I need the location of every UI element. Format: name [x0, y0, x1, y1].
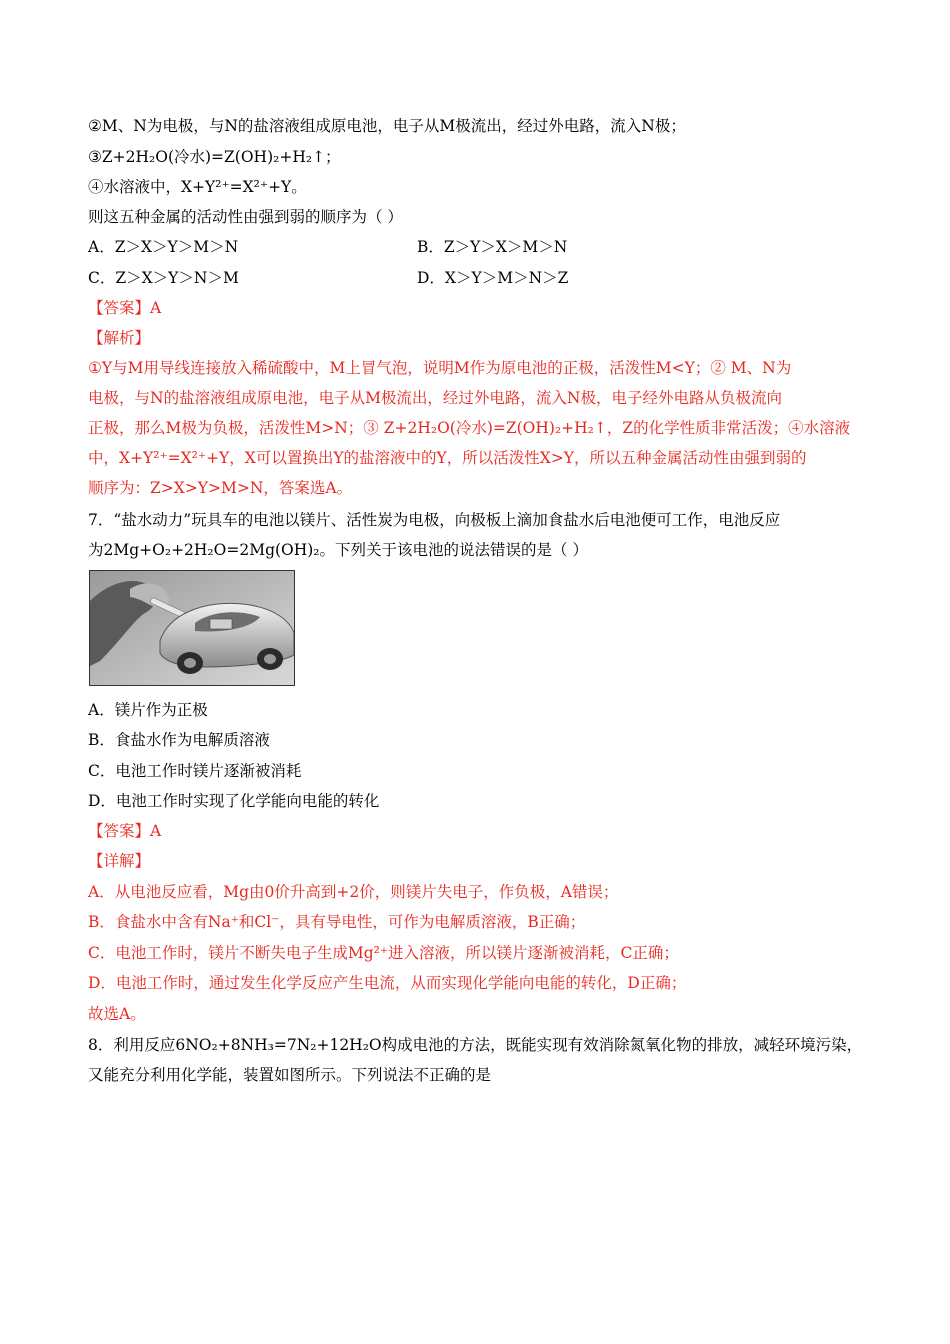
q6-analysis-label: 【解析】 — [88, 329, 151, 347]
q6-option-a: A．Z＞X＞Y＞M＞N — [88, 238, 239, 256]
q6-option-c: C．Z＞X＞Y＞N＞M — [88, 269, 239, 287]
q6-analysis-line: 中，X+Y²⁺=X²⁺+Y，X可以置换出Y的盐溶液中的Y，所以活泼性X>Y，所以五种金属活动性由强到弱的 — [88, 449, 807, 467]
q6-answer-label: 【答案】A — [88, 299, 162, 317]
q7-detail-line: B．食盐水中含有Na⁺和Cl⁻，具有导电性，可作为电解质溶液，B正确； — [88, 913, 586, 931]
q7-answer-label: 【答案】A — [88, 822, 162, 840]
q6-analysis-line: 正极，那么M极为负极，活泼性M>N；③ Z+2H₂O(冷水)=Z(OH)₂+H₂↑，Z的化学性质非常活泼；④水溶液 — [88, 419, 851, 437]
q6-question: 则这五种金属的活动性由强到弱的顺序为（ ） — [88, 208, 403, 226]
q6-option-b: B．Z＞Y＞X＞M＞N — [417, 238, 568, 256]
q6-option-d: D．X＞Y＞M＞N＞Z — [417, 269, 569, 287]
q8-stem-line-2: 又能充分利用化学能，装置如图所示。下列说法不正确的是 — [88, 1066, 492, 1084]
toy-car-photo — [89, 570, 295, 686]
q7-detail-line: C．电池工作时，镁片不断失电子生成Mg²⁺进入溶液，所以镁片逐渐被消耗，C正确； — [88, 944, 679, 962]
q6-analysis-line: ①Y与M用导线连接放入稀硫酸中，M上冒气泡，说明M作为原电池的正极，活泼性M<Y；② M、N为 — [88, 359, 792, 377]
q6-analysis-line: 电极，与N的盐溶液组成原电池，电子从M极流出，经过外电路，流入N极，电子经外电路从负极流向 — [88, 389, 782, 407]
q7-detail-line: A．从电池反应看，Mg由0价升高到+2价，则镁片失电子，作负极，A错误； — [88, 883, 619, 901]
q7-detail-line: D．电池工作时，通过发生化学反应产生电流，从而实现化学能向电能的转化，D正确； — [88, 974, 687, 992]
q7-detail-label: 【详解】 — [88, 852, 151, 870]
q7-conclusion: 故选A。 — [88, 1005, 146, 1023]
q6-condition-2: ②M、N为电极，与N的盐溶液组成原电池，电子从M极流出，经过外电路，流入N极； — [88, 117, 686, 135]
q7-option-b: B．食盐水作为电解质溶液 — [88, 731, 270, 749]
q7-option-c: C．电池工作时镁片逐渐被消耗 — [88, 762, 302, 780]
q7-stem-line-2: 为2Mg+O₂+2H₂O=2Mg(OH)₂。下列关于该电池的说法错误的是（ ） — [88, 541, 588, 559]
q6-analysis-line: 顺序为：Z>X>Y>M>N，答案选A。 — [88, 479, 353, 497]
q6-condition-4: ④水溶液中，X+Y²⁺=X²⁺+Y。 — [88, 178, 307, 196]
toy-car-illustration — [90, 571, 295, 686]
q7-stem-line-1: 7．“盐水动力”玩具车的电池以镁片、活性炭为电极，向极板上滴加食盐水后电池便可工作，电池反应 — [88, 511, 781, 529]
q8-stem-line-1: 8．利用反应6NO₂+8NH₃=7N₂+12H₂O构成电池的方法，既能实现有效消除氮氧化物的排放，减轻环境污染， — [88, 1036, 863, 1054]
q7-option-d: D．电池工作时实现了化学能向电能的转化 — [88, 792, 380, 810]
q7-option-a: A．镁片作为正极 — [88, 701, 208, 719]
q6-condition-3: ③Z+2H₂O(冷水)=Z(OH)₂+H₂↑； — [88, 148, 341, 166]
